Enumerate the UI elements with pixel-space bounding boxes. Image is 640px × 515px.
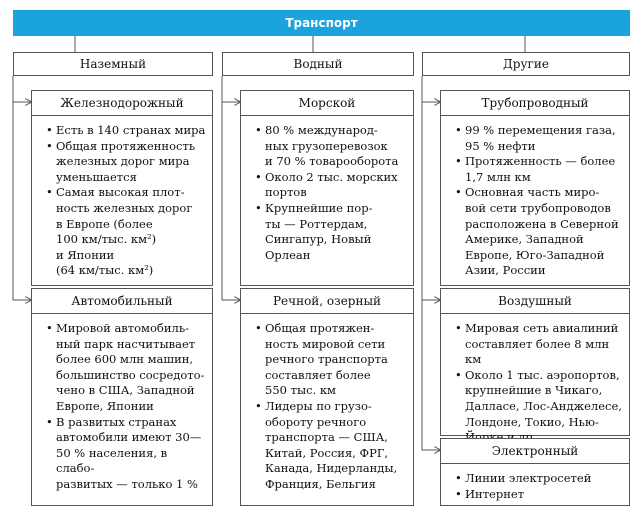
list-item: • Около 2 тыс. морских портов <box>255 170 407 201</box>
box-river <box>240 288 414 506</box>
box-pipe-title: Трубопроводный <box>441 91 629 116</box>
category-land: Наземный <box>13 52 213 76</box>
list-item: • Основная часть миро- вой сети трубопроводов расположена в Северной Америке, Западной Европе, Юго-Западной Азии, России <box>455 185 623 279</box>
list-item: • Мировой автомобиль- ный парк насчитывает более 600 млн машин, большинство сосредото- чено в США, Западной Европе, Японии <box>46 321 206 415</box>
list-item: • 99 % перемещения газа, 95 % нефти <box>455 123 623 154</box>
category-water: Водный <box>222 52 414 76</box>
box-auto <box>31 288 213 506</box>
box-sea <box>240 90 414 286</box>
box-air <box>440 288 630 436</box>
box-rail-list <box>32 116 212 279</box>
list-item: • Около 1 тыс. аэропортов, крупнейшие в Чикаго, Далласе, Лос-Анджелесе, Лондоне, Токио, Нью- <box>455 368 623 446</box>
list-item: • В развитых странах автомобили имеют 30— 50 % населения, в слабо- развитых — только 1 % <box>46 415 206 493</box>
list-item: • Самая высокая плот- ность железных дорог в Европе (более 100 км/тыс. км²) и Японии (64 км/тыс. км²) <box>46 185 206 279</box>
list-item: • Есть в 140 странах мира <box>46 123 206 139</box>
list-item: • Линии электросетей <box>455 471 623 487</box>
list-item: • Лидеры по грузо- обороту речного транспорта — США, Китай, Россия, ФРГ, Канада, Нидерланды, Франция, Бельгия <box>255 399 407 493</box>
box-sea-title: Морской <box>241 91 413 116</box>
box-auto-title: Автомобильный <box>32 289 212 314</box>
list-item: • Крупнейшие пор- ты — Роттердам, Сингапур, Новый Орлеан <box>255 201 407 263</box>
box-rail-title: Железнодорожный <box>32 91 212 116</box>
category-other: Другие <box>422 52 630 76</box>
box-air-list <box>441 314 629 446</box>
box-air-title: Воздушный <box>441 289 629 314</box>
list-item: • Мировая сеть авиалиний составляет более 8 млн км <box>455 321 623 368</box>
box-elec-list <box>441 464 629 502</box>
list-item: • Общая протяженность железных дорог мира уменьшается <box>46 139 206 186</box>
list-item: • Протяженность — более 1,7 млн км <box>455 154 623 185</box>
box-sea-list <box>241 116 413 263</box>
diagram-title: Транспорт <box>13 10 630 36</box>
box-auto-list <box>32 314 212 493</box>
box-river-title: Речной, озерный <box>241 289 413 314</box>
box-rail <box>31 90 213 286</box>
list-item: • Общая протяжен- ность мировой сети речного транспорта составляет более 550 тыс. км <box>255 321 407 399</box>
list-item: • Интернет <box>455 487 623 503</box>
box-river-list <box>241 314 413 493</box>
box-pipe-list <box>441 116 629 279</box>
box-pipe <box>440 90 630 286</box>
box-elec <box>440 438 630 506</box>
list-item: • 80 % международ- ных грузоперевозок и 70 % товарооборота <box>255 123 407 170</box>
box-elec-title: Электронный <box>441 439 629 464</box>
